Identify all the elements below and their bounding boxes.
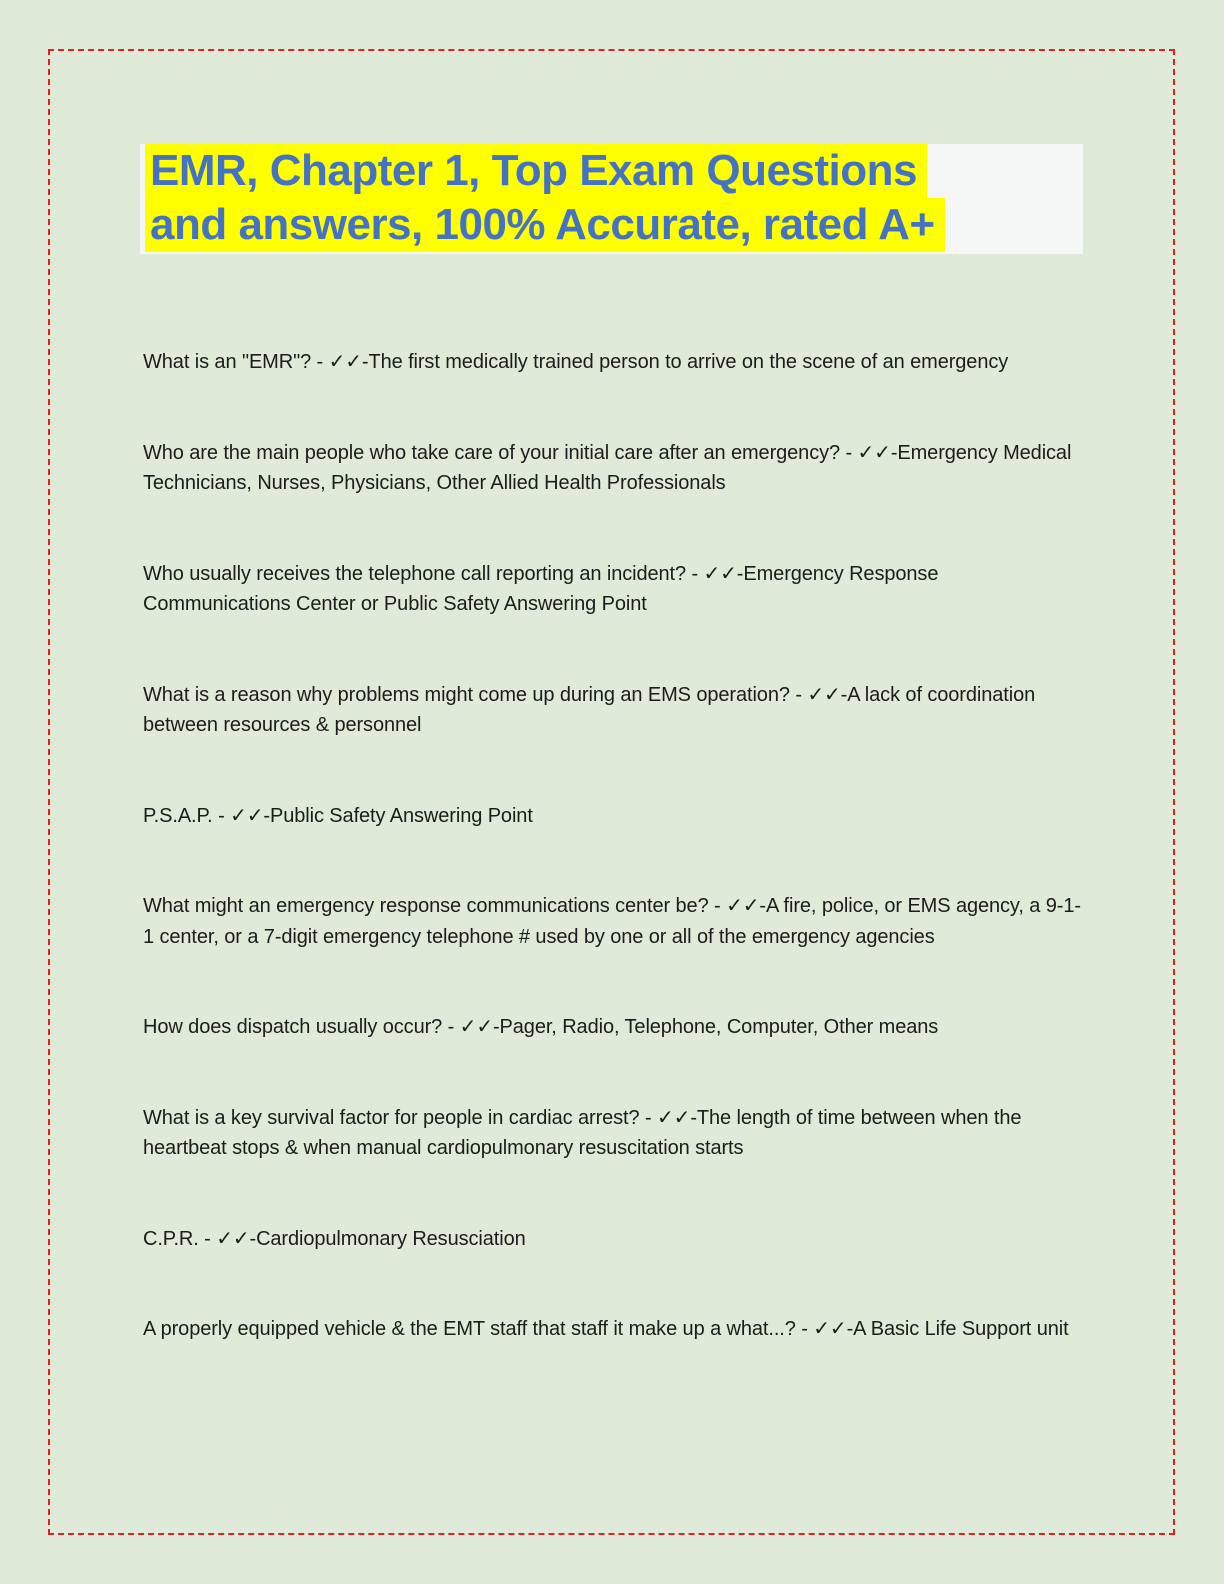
qa-item: How does dispatch usually occur? - ✓✓-Pager, Radio, Telephone, Computer, Other means [143,1016,939,1038]
page-title [145,144,945,252]
qa-list [143,347,1085,1405]
qa-item: What is a key survival factor for people in cardiac arrest? - ✓✓-The length of time between when the heartbeat stops & when manual cardiopulmonary resuscitation starts [143,1106,1022,1159]
qa-item: Who usually receives the telephone call reporting an incident? - ✓✓-Emergency Response Communications Center or Public Safety Answering Point [143,562,939,615]
qa-item: What is a reason why problems might come up during an EMS operation? - ✓✓-A lack of coordination between resources & personnel [143,683,1036,736]
qa-item: P.S.A.P. - ✓✓-Public Safety Answering Point [143,804,533,827]
qa-item: C.P.R. - ✓✓-Cardiopulmonary Resusciation [143,1227,526,1250]
qa-item: What might an emergency response communications center be? - ✓✓-A fire, police, or EMS agency, a 9-1-1 center, or a 7-digit emergency telephone # used by one or all of the emergency agencies [143,895,1081,948]
page-title-line-1: EMR, Chapter 1, Top Exam Questions [145,144,927,198]
qa-item: A properly equipped vehicle & the EMT staff that staff it make up a what...? - ✓✓-A Basic Life Support unit [143,1318,1069,1340]
qa-item: What is an "EMR"? - ✓✓-The first medically trained person to arrive on the scene of an emergency [143,351,1009,373]
page-title-line-2: and answers, 100% Accurate, rated A+ [145,198,945,252]
qa-item: Who are the main people who take care of your initial care after an emergency? - ✓✓-Emergency Medical Technicians, Nurses, Physicians, Other Allied Health Professionals [143,441,1072,494]
